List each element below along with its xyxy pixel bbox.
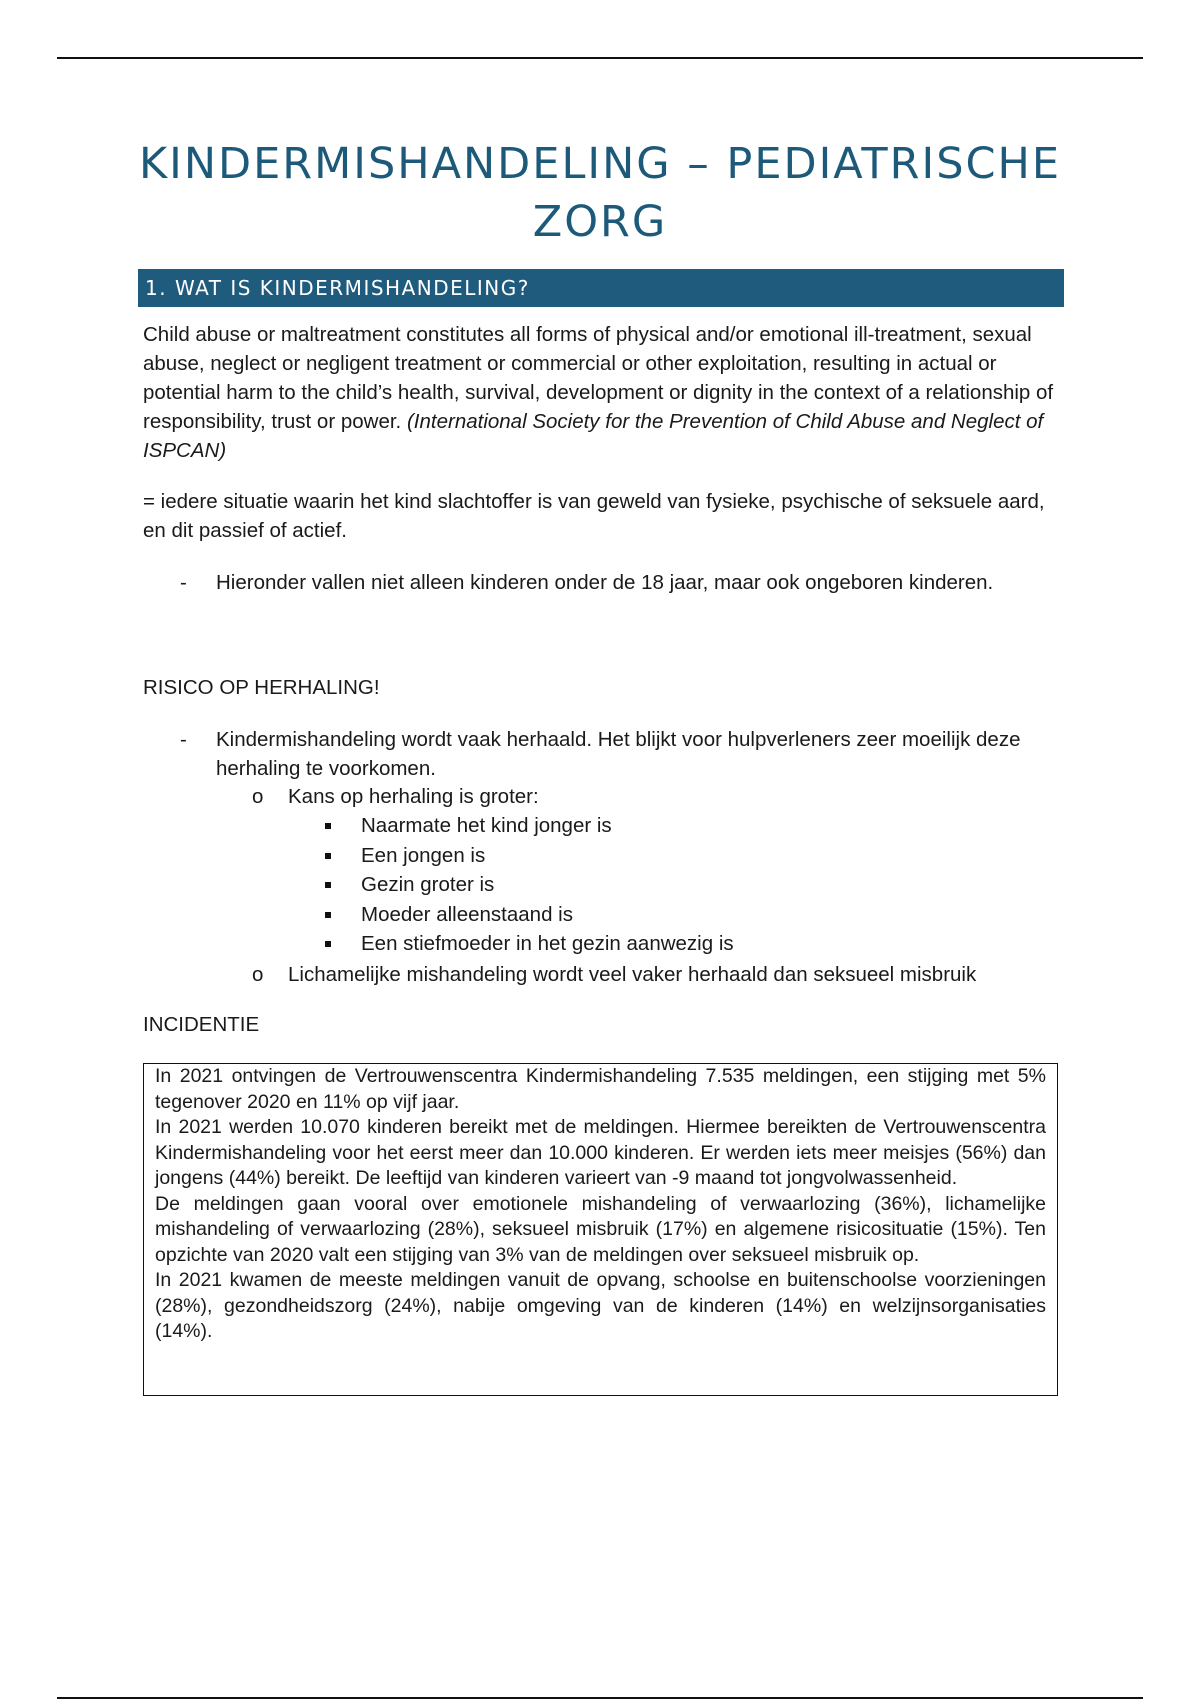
definition-dutch: = iedere situatie waarin het kind slachtoffer is van geweld van fysieke, psychische of seksuele aard, en dit passief of actief. (143, 490, 1045, 542)
risico-main-point: Kindermishandeling wordt vaak herhaald. Het blijkt voor hulpverleners zeer moeilijk deze herhaling te voorkomen. (216, 728, 1021, 780)
risk-factor: Moeder alleenstaand is (361, 902, 573, 926)
risk-factor-list (143, 811, 1063, 959)
incidentie-paragraph: In 2021 werden 10.070 kinderen bereikt met de meldingen. Hiermee bereikten de Vertrouwenscentra Kindermishandeling voor het eerst meer dan 10.000 kinderen. Er werden iets meer meisjes (56%) dan jongens (44%) bereikt. De leeftijd van kinderen varieert van -9 maand tot jongvolwassenheid. (155, 1116, 1046, 1189)
list-item (143, 811, 1063, 841)
list-item (143, 870, 1063, 900)
dash-bullet: - (180, 728, 187, 751)
circle-bullet: o (252, 785, 264, 808)
risico-sub-point-1: Kans op herhaling is groter: (288, 785, 539, 808)
square-bullet (325, 882, 331, 888)
risk-factor: Naarmate het kind jonger is (361, 814, 612, 837)
square-bullet (325, 941, 331, 947)
section-heading: 1. WAT IS KINDERMISHANDELING? (138, 269, 1064, 307)
risk-factor: Gezin groter is (361, 873, 495, 896)
list-item (143, 900, 1063, 930)
risk-factor: Een jongen is (361, 843, 486, 867)
document-title: KINDERMISHANDELING – PEDIATRISCHE ZORG (138, 139, 1062, 247)
list-item (143, 841, 1063, 871)
definition-english (143, 320, 1063, 465)
square-bullet (325, 853, 331, 859)
top-rule (57, 57, 1143, 59)
dash-bullet: - (180, 571, 187, 594)
risico-sub-point-2: Lichamelijke mishandeling wordt veel vaker herhaald dan seksueel misbruik (288, 963, 977, 986)
circle-bullet: o (252, 963, 264, 986)
incidentie-heading: INCIDENTIE (143, 1013, 260, 1036)
list-item (143, 929, 1063, 959)
bottom-rule (57, 1697, 1143, 1699)
definition-source: (International Society for the Prevention of Child Abuse and Neglect of ISPCAN) (143, 410, 1044, 462)
risico-heading: RISICO OP HERHALING! (143, 676, 380, 699)
risk-factor: Een stiefmoeder in het gezin aanwezig is (361, 932, 734, 955)
incidentie-paragraph: In 2021 ontvingen de Vertrouwenscentra Kindermishandeling 7.535 meldingen, een stijging met 5% tegenover 2020 en 11% op vijf jaar. (155, 1065, 1046, 1113)
incidentie-paragraph: In 2021 kwamen de meeste meldingen vanuit de opvang, schoolse en buitenschoolse voorzieningen (28%), gezondheidszorg (24%), nabije omgeving van de kinderen (14%) en welzijnsorganisaties (14%). (155, 1269, 1046, 1342)
square-bullet (325, 823, 331, 829)
incidentie-paragraph: De meldingen gaan vooral over emotionele mishandeling of verwaarlozing (36%), lichamelijke mishandeling of verwaarlozing (28%), seksueel misbruik (17%) en algemene risicosituatie (15%). Ten opzichte van 2020 valt een stijging van 3% van de meldingen over seksueel misbruik op. (155, 1192, 1046, 1266)
square-bullet (325, 912, 331, 918)
definition-text: Child abuse or maltreatment constitutes all forms of physical and/or emotional ill-treatment, sexual abuse, neglect or negligent treatment or commercial or other exploitation, resulting in actual or potential harm to the child’s health, survival, development or dignity in the context of a relationship of responsibility, trust or power. (143, 323, 1054, 433)
scope-note: Hieronder vallen niet alleen kinderen onder de 18 jaar, maar ook ongeboren kinderen. (216, 571, 994, 594)
incidentie-box (143, 1063, 1058, 1396)
